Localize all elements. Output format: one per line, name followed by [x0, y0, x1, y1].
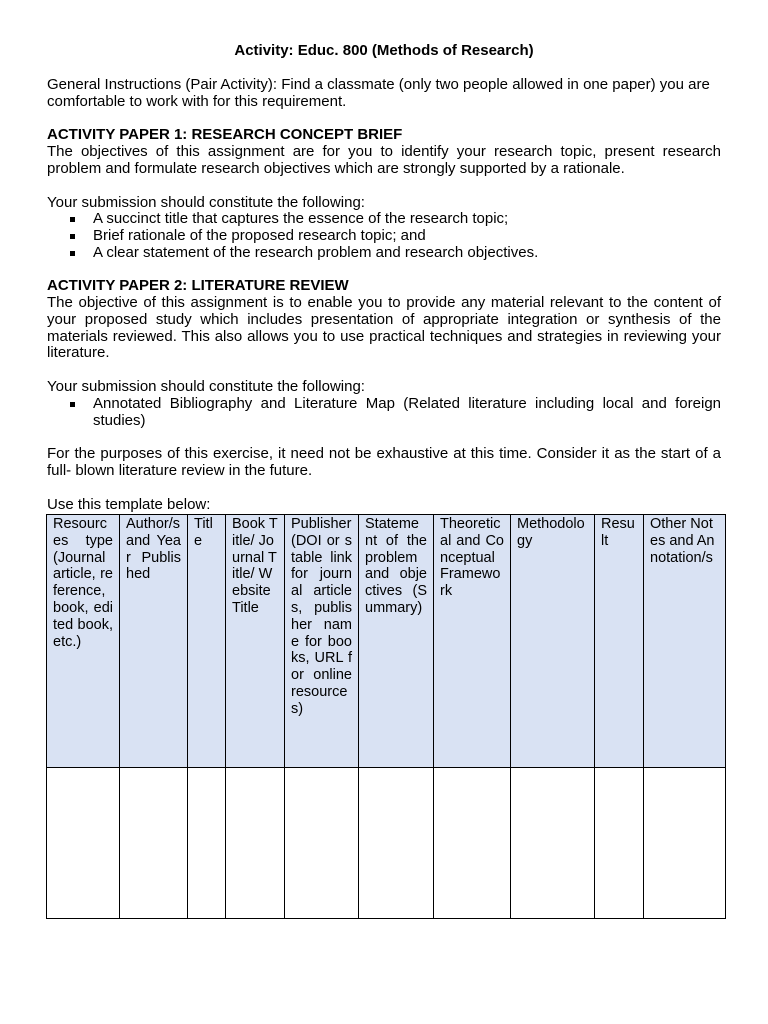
column-header: Resources type (Journal article, reference, book, edited book, etc.): [47, 515, 120, 768]
square-bullet-icon: [70, 402, 75, 407]
paper2-submission-intro: Your submission should constitute the following:: [47, 378, 365, 395]
general-instructions: General Instructions (Pair Activity): Find a classmate (only two people allowed in one paper) you are comfortable to work with for this requirement.: [47, 76, 710, 110]
column-header: Author/s and Year Published: [120, 515, 188, 768]
paper2-requirements-list: [47, 396, 721, 430]
table-cell[interactable]: [595, 768, 644, 919]
list-item: Brief rationale of the proposed research topic; and: [47, 228, 721, 245]
template-intro: Use this template below:: [47, 496, 211, 513]
list-item: Annotated Bibliography and Literature Map (Related literature including local and foreign studies): [47, 396, 721, 430]
table-cell[interactable]: [120, 768, 188, 919]
paper1-requirements-list: [47, 211, 721, 261]
square-bullet-icon: [70, 217, 75, 222]
column-header: Title: [188, 515, 226, 768]
column-header: Statement of the problem and objectives (Summary): [359, 515, 434, 768]
paper1-body: The objectives of this assignment are for you to identify your research topic, present research problem and formulate research objectives which are strongly supported by a rationale.: [47, 143, 721, 177]
table-cell[interactable]: [644, 768, 726, 919]
literature-template-table: [46, 514, 726, 919]
list-item: A succinct title that captures the essence of the research topic;: [47, 211, 721, 228]
table-cell[interactable]: [226, 768, 285, 919]
list-item: A clear statement of the research problem and research objectives.: [47, 245, 721, 262]
table-cell[interactable]: [434, 768, 511, 919]
document-title: Activity: Educ. 800 (Methods of Research): [234, 42, 534, 59]
table-cell[interactable]: [188, 768, 226, 919]
column-header: Other Notes and Annotation/s: [644, 515, 726, 768]
paper2-heading: ACTIVITY PAPER 2: LITERATURE REVIEW: [47, 277, 349, 294]
paper2-body: The objective of this assignment is to enable you to provide any material relevant to the content of your proposed study which includes presentation of appropriate integration or synthesis of the materials reviewed. This also allows you to use practical techniques and strategies in reviewing your literature.: [47, 294, 721, 362]
table-cell[interactable]: [511, 768, 595, 919]
column-header: Theoretical and Conceptual Framework: [434, 515, 511, 768]
square-bullet-icon: [70, 251, 75, 256]
square-bullet-icon: [70, 234, 75, 239]
paper1-heading: ACTIVITY PAPER 1: RESEARCH CONCEPT BRIEF: [47, 126, 403, 143]
table-cell[interactable]: [47, 768, 120, 919]
table-cell[interactable]: [285, 768, 359, 919]
column-header: Book Title/ Journal Title/ Website Title: [226, 515, 285, 768]
paper1-submission-intro: Your submission should constitute the following:: [47, 194, 365, 211]
table-cell[interactable]: [359, 768, 434, 919]
exercise-note: For the purposes of this exercise, it need not be exhaustive at this time. Consider it as the start of a full- blown literature review in the future.: [47, 445, 721, 479]
column-header: Publisher (DOI or stable link for journal articles, publisher name for books, URL for online resources): [285, 515, 359, 768]
table-row: [47, 768, 726, 919]
column-header: Methodology: [511, 515, 595, 768]
table-header-row: [47, 515, 726, 768]
column-header: Result: [595, 515, 644, 768]
